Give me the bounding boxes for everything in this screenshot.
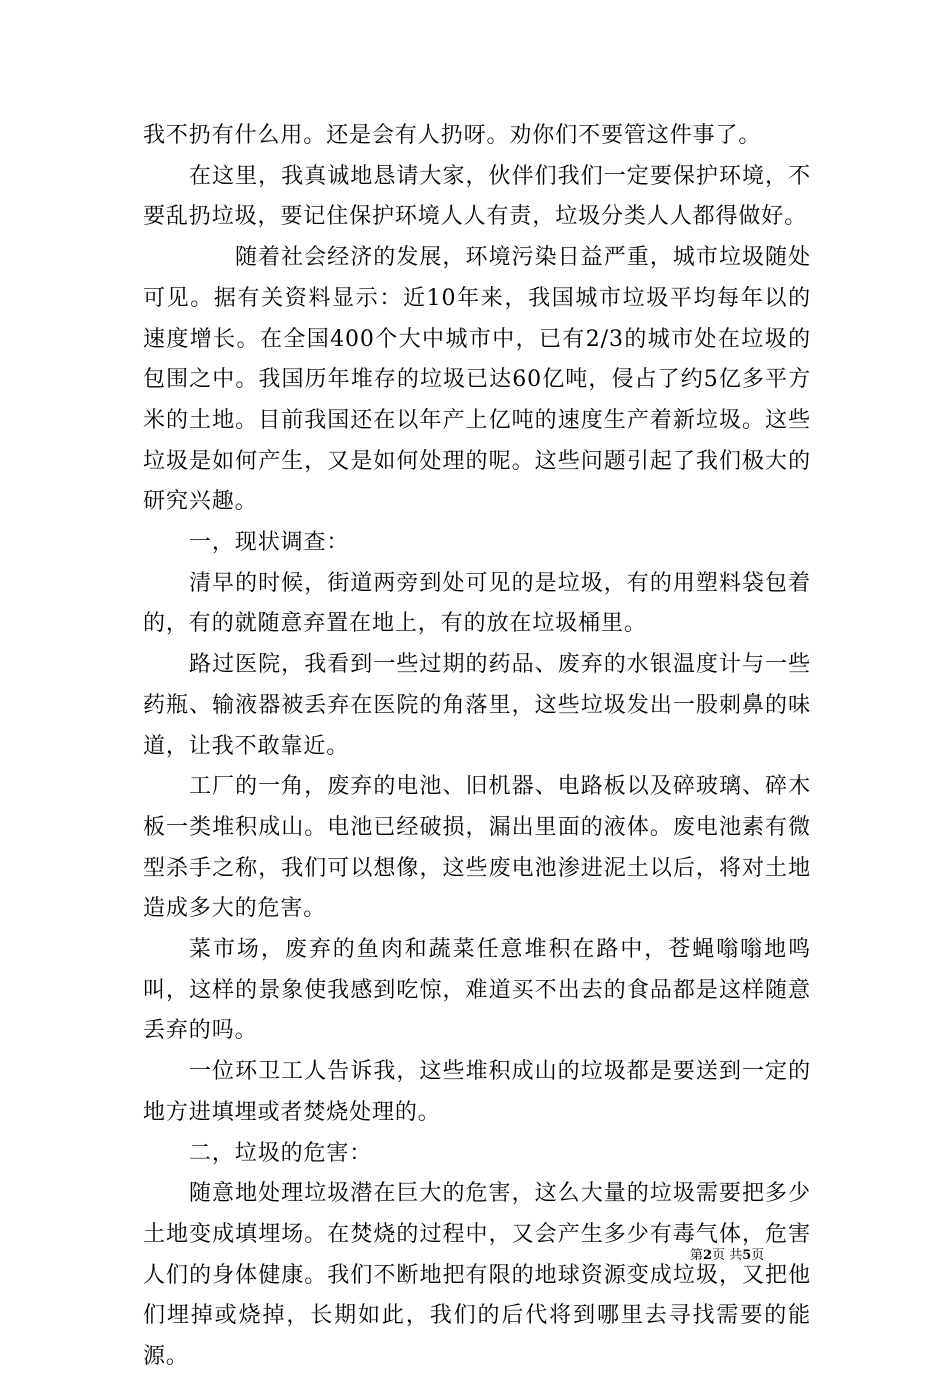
paragraph-appeal: 在这里，我真诚地恳请大家，伙伴们我们一定要保护环境，不要乱扔垃圾，要记住保护环境人人有责，垃圾分类人人都得做好。	[143, 163, 811, 230]
footer-prefix: 第	[690, 1248, 704, 1263]
footer-current-page: 2	[703, 1248, 713, 1263]
paragraph-market: 菜市场，废弃的鱼肉和蔬菜任意堆积在路中，苍蝇嗡嗡地鸣叫，这样的景象使我感到吃惊，难道买不出去的食品都是这样随意丢弃的吗。	[143, 937, 811, 1044]
document-body	[143, 116, 811, 1378]
paragraph-introduction: 随着社会经济的发展，环境污染日益严重，城市垃圾随处可见。据有关资料显示：近10年来，我国城市垃圾平均每年以的速度增长。在全国400个大中城市中，已有2/3的城市处在垃圾的包围之中。我国历年堆存的垃圾已达60亿吨，侵占了约5亿多平方米的土地。目前我国还在以年产上亿吨的速度生产着新垃圾。这些垃圾是如何产生，又是如何处理的呢。这些问题引起了我们极大的研究兴趣。	[143, 245, 811, 515]
paragraph-street: 清早的时候，街道两旁到处可见的是垃圾，有的用塑料袋包着的，有的就随意弃置在地上，有的放在垃圾桶里。	[143, 570, 811, 637]
footer-suffix: 页	[751, 1248, 765, 1263]
footer-middle: 页 共	[712, 1248, 743, 1263]
page-number-footer	[690, 1248, 820, 1264]
section-heading-survey: 一，现状调查：	[189, 530, 350, 556]
paragraph-hazards: 随意地处理垃圾潜在巨大的危害，这么大量的垃圾需要把多少土地变成填埋场。在焚烧的过程中，又会产生多少有毒气体，危害人们的身体健康。我们不断地把有限的地球资源变成垃圾，又把他们埋掉或烧掉，长期如此，我们的后代将到哪里去寻找需要的能源。	[143, 1181, 811, 1370]
paragraph-continuation: 我不扔有什么用。还是会有人扔呀。劝你们不要管这件事了。	[143, 123, 762, 148]
section-heading-hazards: 二，垃圾的危害：	[189, 1140, 373, 1166]
paragraph-hospital: 路过医院，我看到一些过期的药品、废弃的水银温度计与一些药瓶、输液器被丢弃在医院的角落里，这些垃圾发出一股刺鼻的味道，让我不敢靠近。	[143, 652, 811, 759]
paragraph-factory: 工厂的一角，废弃的电池、旧机器、电路板以及碎玻璃、碎木板一类堆积成山。电池已经破损，漏出里面的液体。废电池素有微型杀手之称，我们可以想像，这些废电池渗进泥土以后，将对土地造成多大的危害。	[143, 774, 811, 922]
footer-total-pages: 5	[742, 1248, 752, 1263]
paragraph-sanitation-worker: 一位环卫工人告诉我，这些堆积成山的垃圾都是要送到一定的地方进填埋或者焚烧处理的。	[143, 1059, 811, 1125]
